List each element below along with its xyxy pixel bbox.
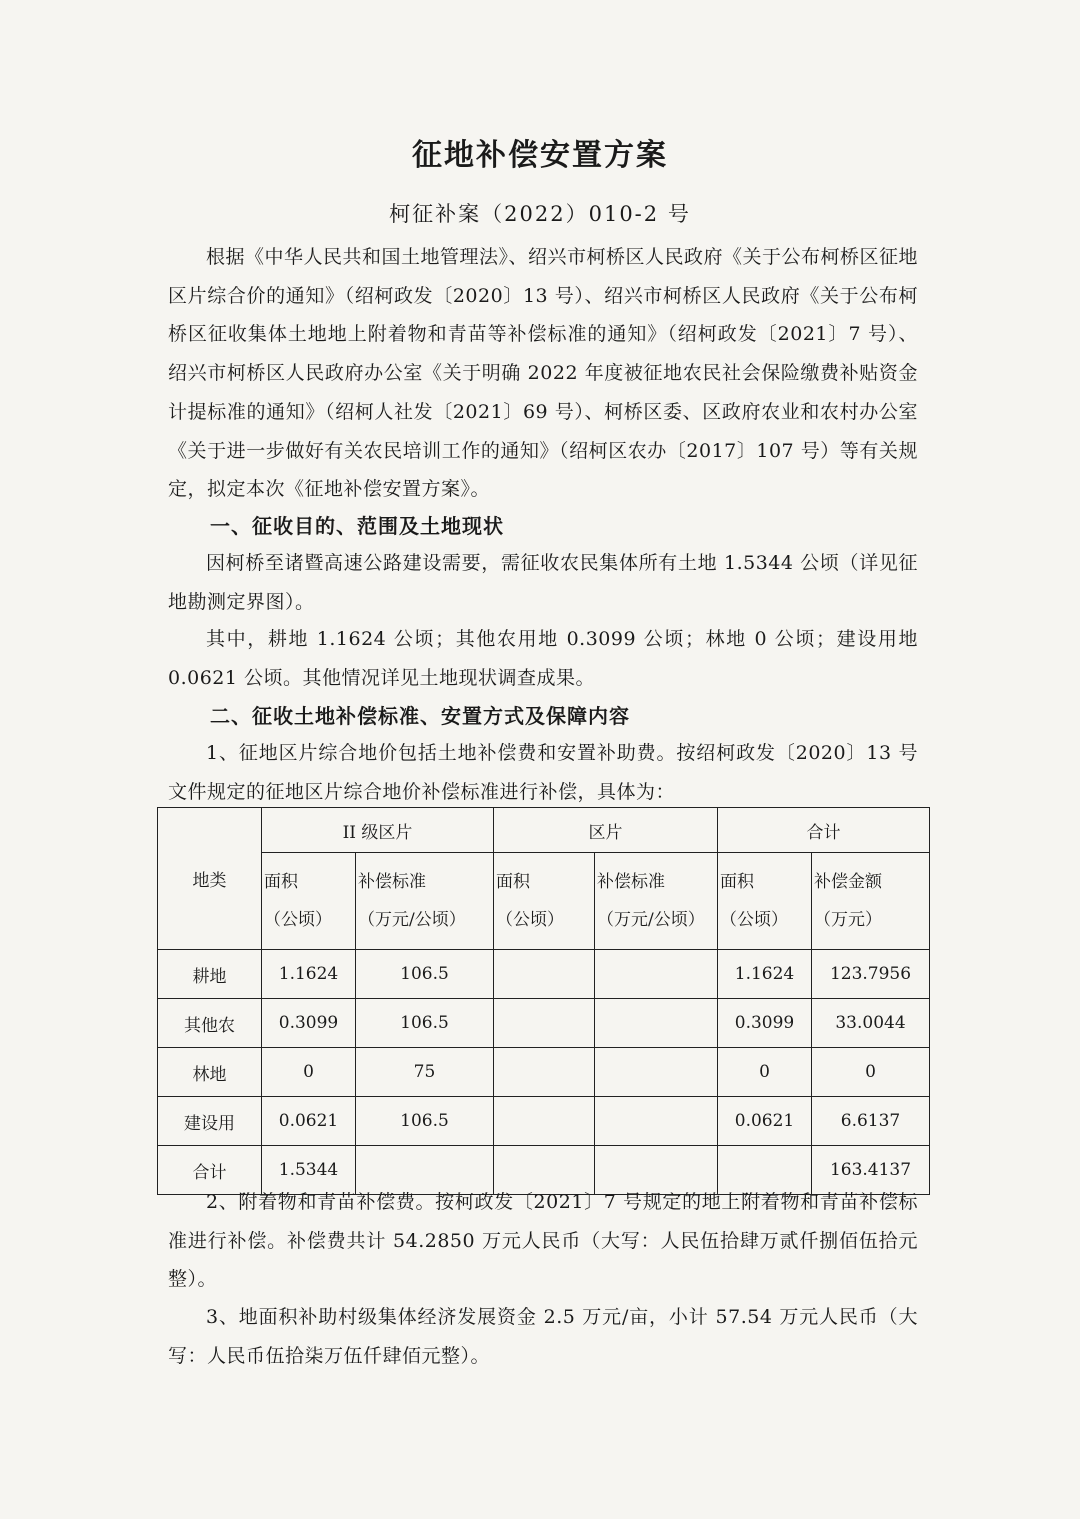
cell-area-level2: 0.3099 [262,999,356,1048]
section1-paragraph-2: 其中，耕地 1.1624 公顷；其他农用地 0.3099 公顷；林地 0 公顷；建设用地 0.0621 公顷。其他情况详见土地现状调查成果。 [168,628,918,689]
cell-area-total: 0 [718,1048,812,1097]
cell-standard-zone [595,999,718,1048]
table-header-row [158,808,930,853]
header-land-type: 地类 [158,808,262,950]
cell-standard-level2: 106.5 [356,950,494,999]
cell-standard-zone [595,1048,718,1097]
section2-paragraph-1: 1、征地区片综合地价包括土地补偿费和安置补助费。按绍柯政发〔2020〕13 号文件规定的征地区片综合地价补偿标准进行补偿，具体为： [168,742,918,803]
cell-standard-zone [595,1097,718,1146]
cell-area-level2: 0.0621 [262,1097,356,1146]
section1-heading: 一、征收目的、范围及土地现状 [210,514,504,538]
cell-amount: 0 [812,1048,930,1097]
cell-standard-level2: 75 [356,1048,494,1097]
table-row [158,999,930,1048]
table-row [158,1097,930,1146]
subheader-standard: 补偿标准 （万元/公顷） [595,853,718,950]
cell-land-type: 建设用 [158,1097,262,1146]
header-group-total: 合计 [718,808,930,853]
cell-area-zone [494,1048,595,1097]
intro-paragraph: 根据《中华人民共和国土地管理法》、绍兴市柯桥区人民政府《关于公布柯桥区征地区片综合价的通知》（绍柯政发〔2020〕13 号）、绍兴市柯桥区人民政府《关于公布柯桥区征收集体土地地上附着物和青苗等补偿标准的通知》（绍柯政发〔2021〕7 号）、绍兴市柯桥区人民政府办公室《关于明确 2022 年度被征地农民社会保险缴费补贴资金计提标准的通知》（绍柯人社发〔2021〕69 号）、柯桥区委、区政府农业和农村办公室《关于进一步做好有关农民培训工作的通知》（绍柯区农办〔2017〕107 号）等有关规定，拟定本次《征地补偿安置方案》。 [168,246,919,501]
cell-standard-level2: 106.5 [356,1097,494,1146]
subheader-amount: 补偿金额 （万元） [812,853,930,950]
cell-land-type: 其他农 [158,999,262,1048]
cell-area-total: 1.1624 [718,950,812,999]
subheader-area: 面积 （公顷） [494,853,595,950]
table-row [158,950,930,999]
subheader-area: 面积 （公顷） [262,853,356,950]
header-group-zone: 区片 [494,808,718,853]
subheader-area: 面积 （公顷） [718,853,812,950]
cell-area-level2: 1.5344 [262,1146,356,1195]
cell-land-type: 合计 [158,1146,262,1195]
header-group-level2: II 级区片 [262,808,494,853]
cell-land-type: 耕地 [158,950,262,999]
cell-amount: 6.6137 [812,1097,930,1146]
cell-area-zone [494,1097,595,1146]
compensation-table [157,807,930,1195]
cell-area-zone [494,999,595,1048]
cell-amount: 33.0044 [812,999,930,1048]
cell-land-type: 林地 [158,1048,262,1097]
cell-amount: 123.7956 [812,950,930,999]
table-row [158,1048,930,1097]
section2-paragraph-3: 3、地面积补助村级集体经济发展资金 2.5 万元/亩，小计 57.54 万元人民币（大写：人民币伍拾柒万伍仟肆佰元整）。 [168,1306,918,1367]
cell-standard-level2: 106.5 [356,999,494,1048]
document-number: 柯征补案（2022）010-2 号 [389,202,691,226]
cell-area-total: 0.3099 [718,999,812,1048]
table-subheader-row [158,853,930,950]
section2-heading: 二、征收土地补偿标准、安置方式及保障内容 [210,704,630,728]
cell-area-level2: 1.1624 [262,950,356,999]
cell-area-level2: 0 [262,1048,356,1097]
subheader-standard: 补偿标准 （万元/公顷） [356,853,494,950]
cell-area-total: 0.0621 [718,1097,812,1146]
cell-amount: 163.4137 [812,1146,930,1195]
section1-paragraph-1: 因柯桥至诸暨高速公路建设需要，需征收农民集体所有土地 1.5344 公顷（详见征地勘测定界图）。 [168,552,918,613]
cell-area-zone [494,950,595,999]
document-title: 征地补偿安置方案 [412,138,668,173]
cell-standard-zone [595,950,718,999]
section2-paragraph-2: 2、附着物和青苗补偿费。按柯政发〔2021〕7 号规定的地上附着物和青苗补偿标准进行补偿。补偿费共计 54.2850 万元人民币（大写：人民伍拾肆万贰仟捌佰伍拾元整）。 [168,1191,918,1291]
